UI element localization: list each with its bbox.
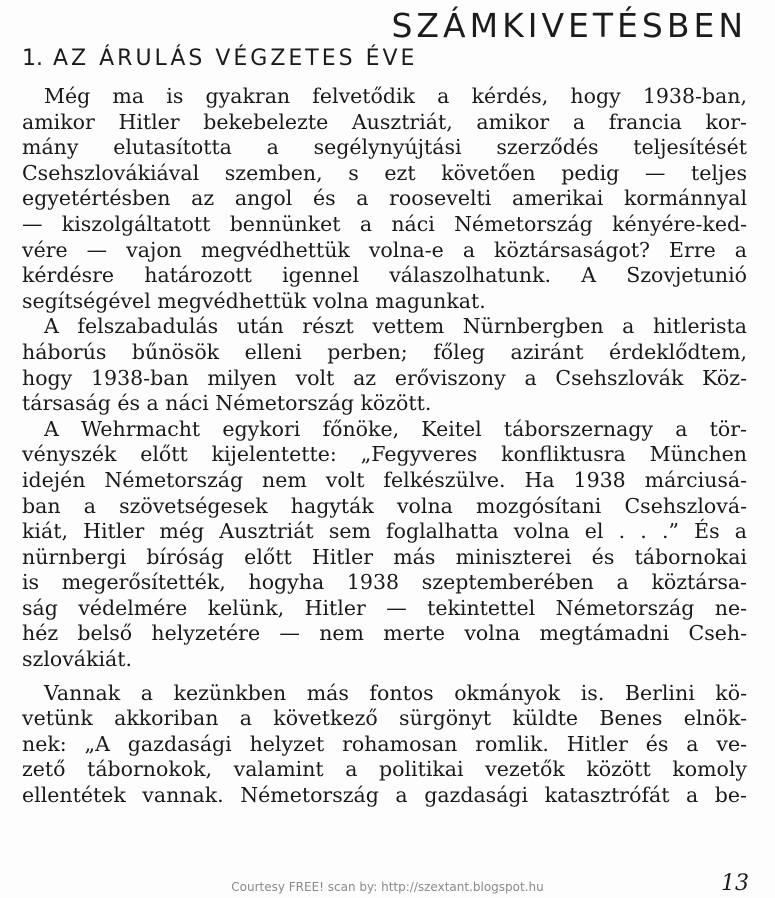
running-title: SZÁMKIVETÉSBEN: [391, 6, 747, 45]
text-line: vére — vajon megvédhettük volna-e a köztársaságot? Erre a: [22, 237, 747, 262]
text-line: vetünk akkoriban a következő sürgönyt küldte Benes elnök-: [22, 706, 747, 731]
text-line: hogy 1938-ban milyen volt az erőviszony a Csehszlovák Köz-: [22, 365, 747, 390]
text-line: ban a szövetségesek hagyták volna mozgósítani Csehszlová-: [22, 493, 747, 518]
text-line: — kiszolgáltatott bennünket a náci Németország kényére-ked-: [22, 211, 747, 236]
text-line: A Wehrmacht egykori főnöke, Keitel táborszernagy a tör-: [44, 416, 747, 441]
text-line: Vannak a kezünkben más fontos okmányok is. Berlini kö-: [44, 680, 747, 705]
text-line: zető tábornokok, valamint a politikai vezetők között komoly: [22, 757, 747, 782]
text-line: Még ma is gyakran felvetődik a kérdés, hogy 1938-ban,: [44, 84, 747, 108]
scan-credit: Courtesy FREE! scan by: http://szextant.blogspot.hu: [231, 880, 544, 894]
text-line: segítségével megvédhettük volna magunkat.: [22, 288, 486, 313]
text-line: ellentétek vannak. Németország a gazdasági katasztrófát a be-: [22, 783, 747, 808]
text-line: nek: „A gazdasági helyzet rohamosan romlik. Hitler és a ve-: [22, 731, 747, 756]
text-line: társaság és a náci Németország között.: [22, 391, 432, 416]
body-text: [22, 84, 747, 809]
section-title: AZ ÁRULÁS VÉGZETES ÉVE: [53, 46, 418, 71]
text-line: nürnbergi bíróság előtt Hitler más miniszterei és tábornokai: [22, 544, 747, 569]
text-line: szlovákiát.: [22, 647, 132, 672]
text-line: amikor Hitler bekebelezte Ausztriát, amikor a francia kor-: [22, 109, 747, 134]
text-line: A felszabadulás után részt vettem Nürnbergben a hitlerista: [44, 314, 747, 339]
text-line: kérdésre határozott igennel válaszolhatunk. A Szovjetunió: [22, 263, 747, 288]
text-line: egyetértésben az angol és a roosevelti amerikai kormánnyal: [22, 186, 747, 211]
paragraph: [22, 84, 747, 314]
paragraph: [22, 681, 747, 809]
text-line: idején Németország nem volt felkészülve. Ha 1938 márciusá-: [22, 467, 747, 492]
text-line: ság védelmére kelünk, Hitler — tekintettel Németország ne-: [22, 595, 747, 620]
paragraph: [22, 314, 747, 416]
text-line: vényszék előtt kijelentette: „Fegyveres konfliktusra München: [22, 442, 747, 467]
text-line: kiát, Hitler még Ausztriát sem foglalhatta volna el . . .” És a: [22, 519, 747, 544]
text-line: Csehszlovákiával szemben, s ezt követően pedig — teljes: [22, 160, 747, 185]
text-line: mány elutasította a segélynyújtási szerződés teljesítését: [22, 135, 747, 160]
section-number: 1.: [22, 46, 43, 71]
text-line: háborús bűnösök elleni perben; főleg aziránt érdeklődtem,: [22, 339, 747, 364]
paragraph: [22, 417, 747, 673]
text-line: is megerősítették, hogyha 1938 szeptemberében a köztársa-: [22, 570, 747, 595]
page-number: 13: [721, 871, 749, 896]
section-heading: [22, 46, 417, 71]
text-line: héz belső helyzetére — nem merte volna megtámadni Cseh-: [22, 621, 747, 646]
